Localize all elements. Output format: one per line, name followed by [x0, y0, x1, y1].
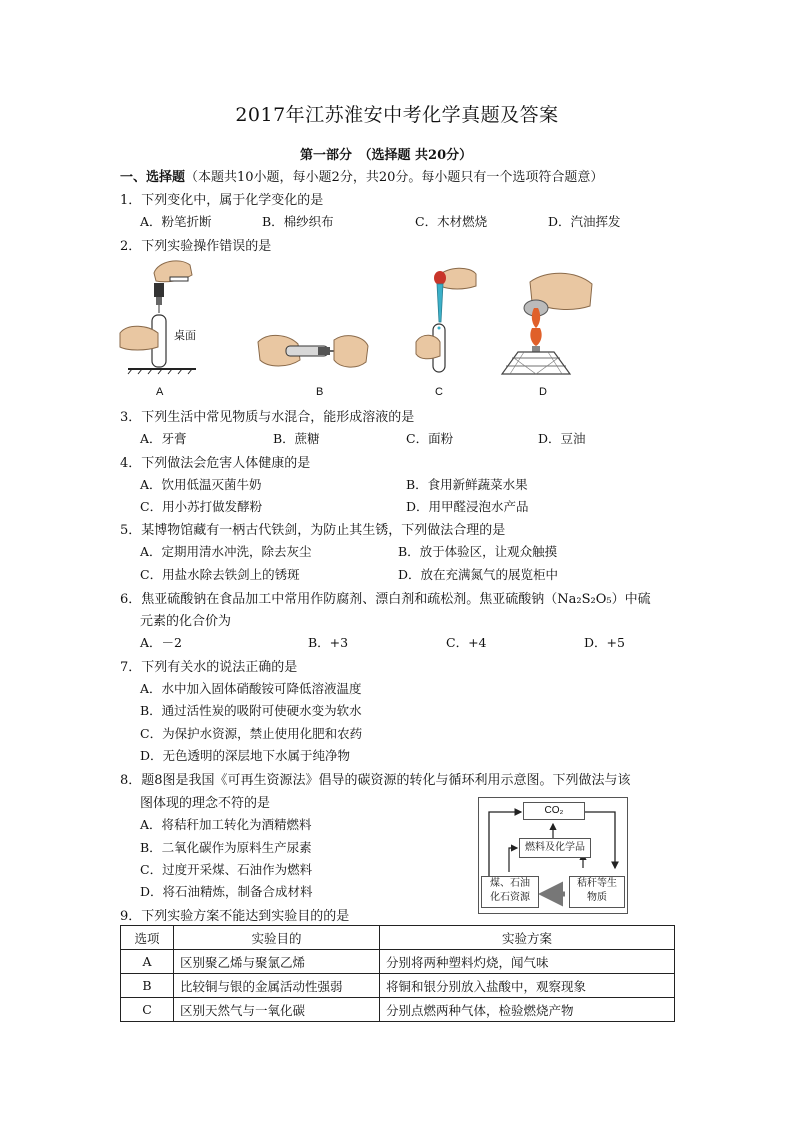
- q2-label-a: A: [156, 386, 164, 398]
- q3-option-a: A．牙膏: [140, 431, 187, 446]
- q2-figure-a: [118, 255, 208, 375]
- section-note: （本题共10小题，每小题2分，共20分。每小题只有一个选项符合题意）: [185, 170, 604, 185]
- q7-option-d: D．无色透明的深层地下水属于纯净物: [140, 748, 351, 763]
- q4-option-c: C．用小苏打做发酵粉: [140, 499, 263, 514]
- q1-stem: 1．下列变化中，属于化学变化的是: [120, 193, 324, 208]
- page-title: 2017年江苏淮安中考化学真题及答案: [235, 104, 559, 126]
- q8-stem-line1: 8．题8图是我国《可再生资源法》倡导的碳资源的转化与循环利用示意图。下列做法与该: [120, 773, 631, 788]
- q8-stem-line2: 图体现的理念不符的是: [140, 796, 271, 811]
- q8-option-d: D．将石油精炼，制备合成材料: [140, 884, 313, 899]
- cell-option: C: [121, 998, 174, 1022]
- table-row: [121, 950, 675, 974]
- q4-option-a: A．饮用低温灭菌牛奶: [140, 477, 262, 492]
- q5-option-b: B．放于体验区，让观众触摸: [398, 544, 558, 559]
- q7-option-c: C．为保护水资源，禁止使用化肥和农药: [140, 726, 363, 741]
- q2-figure-b: [256, 330, 371, 375]
- cell-plan: 将铜和银分别放入盐酸中，观察现象: [380, 974, 675, 998]
- col-header-plan: 实验方案: [380, 926, 675, 950]
- q5-option-d: D．放在充满氮气的展览柜中: [398, 567, 559, 582]
- q2-figure-c: [414, 262, 484, 377]
- straw-line2: 物质: [587, 892, 607, 903]
- q6-stem-line2: 元素的化合价为: [140, 614, 232, 629]
- q1-option-c: C．木材燃烧: [415, 214, 488, 229]
- cell-option: B: [121, 974, 174, 998]
- q4-option-b: B．食用新鲜蔬菜水果: [406, 477, 528, 492]
- q2-label-d: D: [539, 386, 547, 398]
- part-heading: 第一部分 （选择题 共20分）: [300, 148, 473, 163]
- q2-label-b: B: [316, 386, 324, 398]
- q9-stem: 9．下列实验方案不能达到实验目的的是: [120, 909, 350, 924]
- q3-stem: 3．下列生活中常见物质与水混合，能形成溶液的是: [120, 410, 415, 425]
- q3-option-d: D．豆油: [538, 431, 586, 446]
- section-label: 一、选择题: [120, 170, 186, 185]
- col-header-option: 选项: [121, 926, 174, 950]
- q1-option-d: D．汽油挥发: [548, 214, 621, 229]
- q6-option-a: A．－2: [140, 635, 182, 650]
- table-row: [121, 998, 675, 1022]
- q2-label-c: C: [435, 386, 443, 398]
- fossil-line1: 煤、石油: [490, 878, 530, 889]
- q9-table: [120, 925, 675, 1022]
- straw-line1: 秸秆等生: [577, 878, 617, 889]
- carbon-cycle-diagram: [478, 797, 628, 914]
- q5-option-c: C．用盐水除去铁剑上的锈斑: [140, 567, 300, 582]
- q6-option-b: B．+3: [308, 635, 349, 650]
- table-header-row: [121, 926, 675, 950]
- q6-option-c: C．+4: [446, 635, 487, 650]
- cell-purpose: 比较铜与银的金属活动性强弱: [174, 974, 380, 998]
- cell-plan: 分别点燃两种气体，检验燃烧产物: [380, 998, 675, 1022]
- q7-stem: 7．下列有关水的说法正确的是: [120, 660, 298, 675]
- q8-option-c: C．过度开采煤、石油作为燃料: [140, 862, 313, 877]
- q7-option-a: A．水中加入固体硝酸铵可降低溶液温度: [140, 681, 362, 696]
- cell-plan: 分别将两种塑料灼烧，闻气味: [380, 950, 675, 974]
- cell-purpose: 区别聚乙烯与聚氯乙烯: [174, 950, 380, 974]
- q5-option-a: A．定期用清水冲洗，除去灰尘: [140, 544, 312, 559]
- section-heading: [120, 166, 603, 185]
- fossil-line2: 化石资源: [490, 892, 530, 903]
- q1-option-a: A．粉笔折断: [140, 214, 212, 229]
- co2-box: CO₂: [523, 802, 585, 820]
- q5-stem: 5．某博物馆藏有一柄古代铁剑，为防止其生锈，下列做法合理的是: [120, 523, 506, 538]
- q4-option-d: D．用甲醛浸泡水产品: [406, 499, 529, 514]
- q3-option-c: C．面粉: [406, 431, 454, 446]
- q6-stem-line1: 6．焦亚硫酸钠在食品加工中常用作防腐剂、漂白剂和疏松剂。焦亚硫酸钠（Na₂S₂O₅）中硫: [120, 592, 651, 607]
- desk-label: 桌面: [174, 330, 196, 342]
- q8-option-a: A．将秸秆加工转化为酒精燃料: [140, 817, 312, 832]
- q1-option-b: B．棉纱织布: [262, 214, 334, 229]
- q7-option-b: B．通过活性炭的吸附可使硬水变为软水: [140, 703, 362, 718]
- q2-figure-d: [496, 262, 596, 380]
- q3-option-b: B．蔗糖: [273, 431, 320, 446]
- col-header-purpose: 实验目的: [174, 926, 380, 950]
- cell-option: A: [121, 950, 174, 974]
- q6-option-d: D．+5: [584, 635, 625, 650]
- cell-purpose: 区别天然气与一氧化碳: [174, 998, 380, 1022]
- fuel-box: 燃料及化学品: [519, 838, 591, 858]
- fossil-box: [481, 876, 539, 908]
- table-row: [121, 974, 675, 998]
- q4-stem: 4．下列做法会危害人体健康的是: [120, 456, 311, 471]
- q8-option-b: B．二氧化碳作为原料生产尿素: [140, 840, 312, 855]
- straw-box: [569, 876, 625, 908]
- q2-stem: 2．下列实验操作错误的是: [120, 239, 272, 254]
